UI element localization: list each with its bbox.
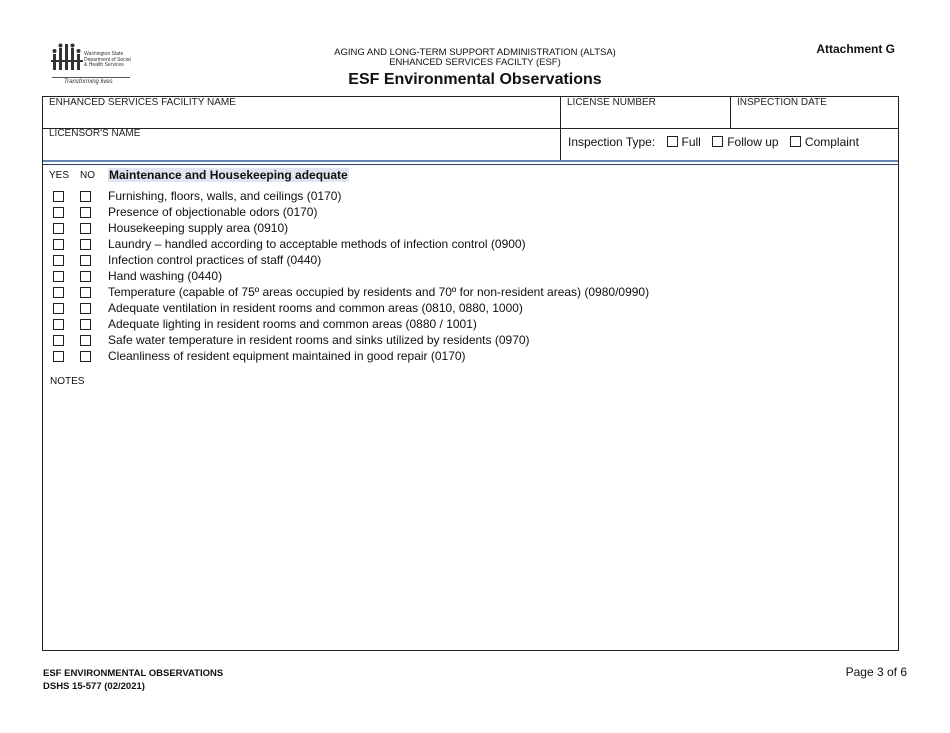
yes-checkbox[interactable] xyxy=(53,207,64,218)
no-checkbox[interactable] xyxy=(80,239,91,250)
yes-checkbox[interactable] xyxy=(53,255,64,266)
agency-line-1: AGING AND LONG-TERM SUPPORT ADMINISTRATION (ALTSA) xyxy=(334,47,616,58)
yes-checkbox[interactable] xyxy=(53,271,64,282)
checklist-item-label: Housekeeping supply area (0910) xyxy=(108,221,289,235)
checklist-item-label: Infection control practices of staff (0440) xyxy=(108,253,322,267)
agency-line-2: ENHANCED SERVICES FACILTY (ESF) xyxy=(389,57,561,68)
yes-checkbox[interactable] xyxy=(53,223,64,234)
no-checkbox[interactable] xyxy=(80,207,91,218)
footer-form-info xyxy=(43,667,223,693)
no-checkbox[interactable] xyxy=(80,303,91,314)
no-checkbox[interactable] xyxy=(80,287,91,298)
notes-field[interactable]: NOTES xyxy=(50,376,85,387)
no-checkbox[interactable] xyxy=(80,271,91,282)
checklist-item-label: Laundry – handled according to acceptable methods of infection control (0900) xyxy=(108,237,526,251)
divider xyxy=(43,128,898,129)
divider xyxy=(730,97,731,129)
no-checkbox[interactable] xyxy=(80,191,91,202)
logo-line: Department of Social xyxy=(84,56,131,63)
checklist-item xyxy=(43,317,898,333)
attachment-label: Attachment G xyxy=(816,42,895,56)
section-divider xyxy=(43,160,898,165)
yes-checkbox[interactable] xyxy=(53,287,64,298)
inspection-type-group xyxy=(568,135,859,149)
checklist-item-label: Presence of objectionable odors (0170) xyxy=(108,205,318,219)
checklist-item xyxy=(43,205,898,221)
yes-checkbox[interactable] xyxy=(53,303,64,314)
agency-header xyxy=(0,48,950,68)
section-title: Maintenance and Housekeeping adequate xyxy=(109,168,348,182)
inspection-date-field[interactable]: INSPECTION DATE xyxy=(737,97,827,108)
full-checkbox[interactable] xyxy=(667,136,678,147)
complaint-label: Complaint xyxy=(804,135,859,149)
checklist-item-label: Furnishing, floors, walls, and ceilings (0170) xyxy=(108,189,342,203)
no-checkbox[interactable] xyxy=(80,335,91,346)
no-checkbox[interactable] xyxy=(80,351,91,362)
checklist-item xyxy=(43,349,898,365)
facility-name-field[interactable]: ENHANCED SERVICES FACILITY NAME xyxy=(49,97,236,108)
checklist-item xyxy=(43,301,898,317)
logo-line: Washington State xyxy=(84,51,124,57)
checklist-item-label: Adequate lighting in resident rooms and common areas (0880 / 1001) xyxy=(108,317,477,331)
logo-tagline: Transforming lives xyxy=(64,79,113,85)
checklist-item xyxy=(43,269,898,285)
checklist-item xyxy=(43,253,898,269)
yes-column-header: YES xyxy=(49,170,70,181)
checklist-item-label: Temperature (capable of 75º areas occupied by residents and 70º for non-resident areas) (0980/0990) xyxy=(108,285,650,299)
page-title: ESF Environmental Observations xyxy=(348,71,602,88)
checklist-item-label: Hand washing (0440) xyxy=(108,269,223,283)
licensor-name-field[interactable]: LICENSOR'S NAME xyxy=(49,128,141,139)
checklist-item xyxy=(43,333,898,349)
follow-up-label: Follow up xyxy=(727,135,779,149)
checklist-item xyxy=(43,189,898,205)
checklist-item xyxy=(43,237,898,253)
checklist-item xyxy=(43,285,898,301)
checklist-item xyxy=(43,221,898,237)
logo-line: & Health Services xyxy=(84,62,124,68)
yes-checkbox[interactable] xyxy=(53,335,64,346)
follow-up-checkbox[interactable] xyxy=(712,136,723,147)
full-label: Full xyxy=(681,135,701,149)
yes-checkbox[interactable] xyxy=(53,191,64,202)
page-number: Page 3 of 6 xyxy=(845,665,907,679)
complaint-checkbox[interactable] xyxy=(790,136,801,147)
no-checkbox[interactable] xyxy=(80,223,91,234)
footer-form-number: DSHS 15-577 (02/2021) xyxy=(43,681,145,692)
checklist-item-label: Safe water temperature in resident rooms and sinks utilized by residents (0970) xyxy=(108,333,530,347)
footer-form-name: ESF ENVIRONMENTAL OBSERVATIONS xyxy=(43,668,224,679)
license-number-field[interactable]: LICENSE NUMBER xyxy=(567,97,656,108)
checklist-item-label: Adequate ventilation in resident rooms and common areas (0810, 0880, 1000) xyxy=(108,301,523,315)
checklist-item-label: Cleanliness of resident equipment maintained in good repair (0170) xyxy=(108,349,466,363)
form-frame xyxy=(42,96,899,651)
no-checkbox[interactable] xyxy=(80,255,91,266)
inspection-type-label: Inspection Type: xyxy=(568,135,656,149)
yes-checkbox[interactable] xyxy=(53,319,64,330)
yes-checkbox[interactable] xyxy=(53,351,64,362)
no-column-header: NO xyxy=(80,170,95,181)
yes-checkbox[interactable] xyxy=(53,239,64,250)
no-checkbox[interactable] xyxy=(80,319,91,330)
